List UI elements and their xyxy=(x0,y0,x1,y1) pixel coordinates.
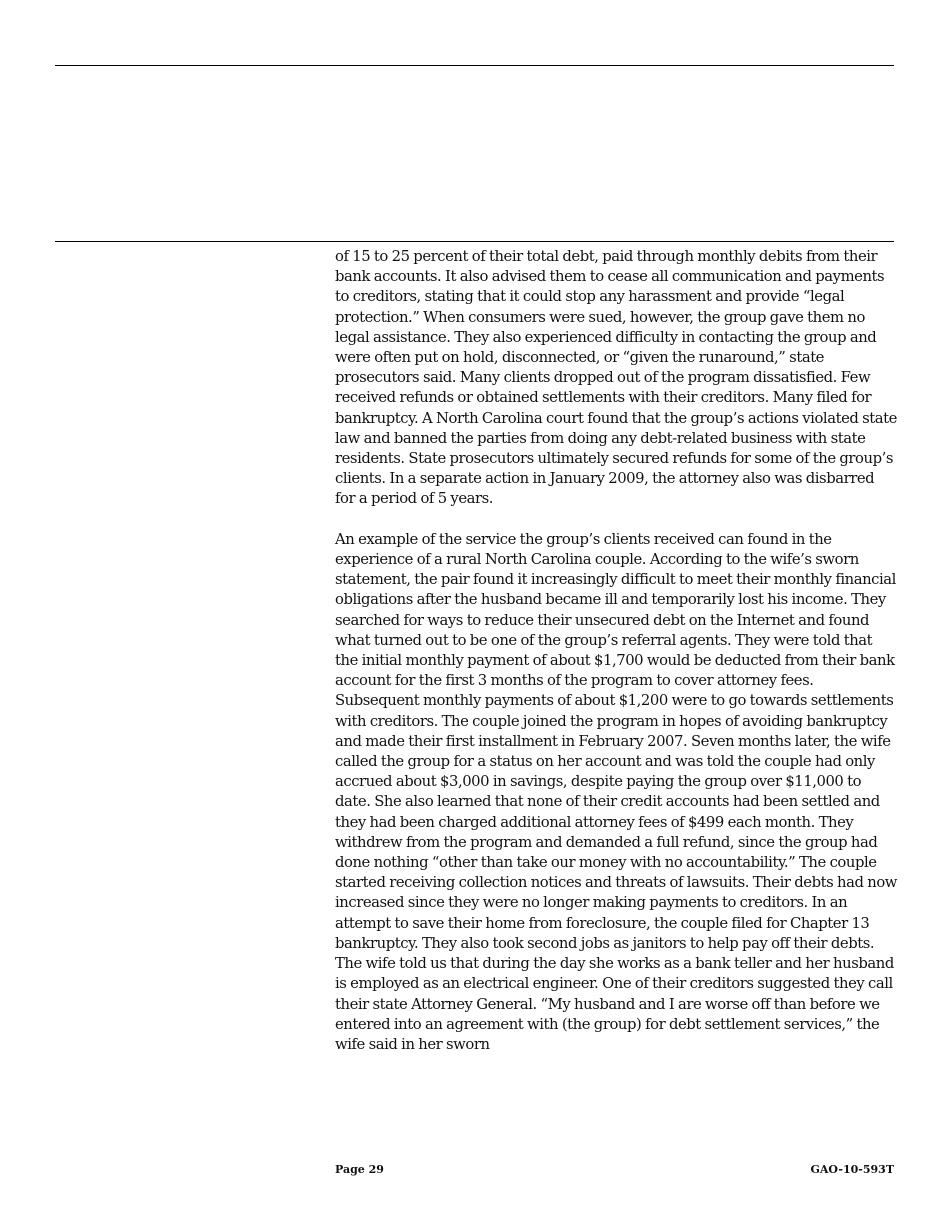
header-rule xyxy=(55,65,894,66)
report-id: GAO-10-593T xyxy=(810,1163,894,1176)
body-text xyxy=(335,247,897,1075)
section-rule xyxy=(55,241,894,242)
paragraph: An example of the service the group’s clients received can found in the experience of a rural North Carolina couple. According to the wife’s sworn statement, the pair found it increasingly difficult to meet their monthly financial obligations after the husband became ill and temporarily lost his income. They searched for ways to reduce their unsecured debt on the Internet and found what turned out to be one of the group’s referral agents. They were told that the initial monthly payment of about $1,700 would be deducted from their bank account for the first 3 months of the program to cover attorney fees. Subsequent monthly payments of about $1,200 were to go towards settlements with creditors. The couple joined the program in hopes of avoiding bankruptcy and made their first installment in February 2007. Seven months later, the wife called the group for a status on her account and was told the couple had only accrued about $3,000 in savings, despite paying the group over $11,000 to date. She also learned that none of their credit accounts had been settled and they had been charged additional attorney fees of $499 each month. They withdrew from the program and demanded a full refund, since the group had done nothing “other than take our money with no accountability.” The couple started receiving collection notices and threats of lawsuits. Their debts had now increased since they were no longer making payments to creditors. In an attempt to save their home from foreclosure, the couple filed for Chapter 13 bankruptcy. They also took second jobs as janitors to help pay off their debts. The wife told us that during the day she works as a bank teller and her husband is employed as an electrical engineer. One of their creditors suggested they call their state Attorney General. “My husband and I are worse off than before we entered into an agreement with (the group) for debt settlement services,” the wife said in her sworn xyxy=(335,530,897,1053)
page-number: Page 29 xyxy=(335,1163,384,1176)
paragraph: of 15 to 25 percent of their total debt, paid through monthly debits from their bank accounts. It also advised them to cease all communication and payments to creditors, stating that it could stop any harassment and provide “legal protection.” When consumers were sued, however, the group gave them no legal assistance. They also experienced difficulty in contacting the group and were often put on hold, disconnected, or “given the runaround,” state prosecutors said. Many clients dropped out of the program dissatisfied. Few received refunds or obtained settlements with their creditors. Many filed for bankruptcy. A North Carolina court found that the group’s actions violated state law and banned the parties from doing any debt-related business with state residents. State prosecutors ultimately secured refunds for some of the group’s clients. In a separate action in January 2009, the attorney also was disbarred for a period of 5 years. xyxy=(335,248,897,508)
